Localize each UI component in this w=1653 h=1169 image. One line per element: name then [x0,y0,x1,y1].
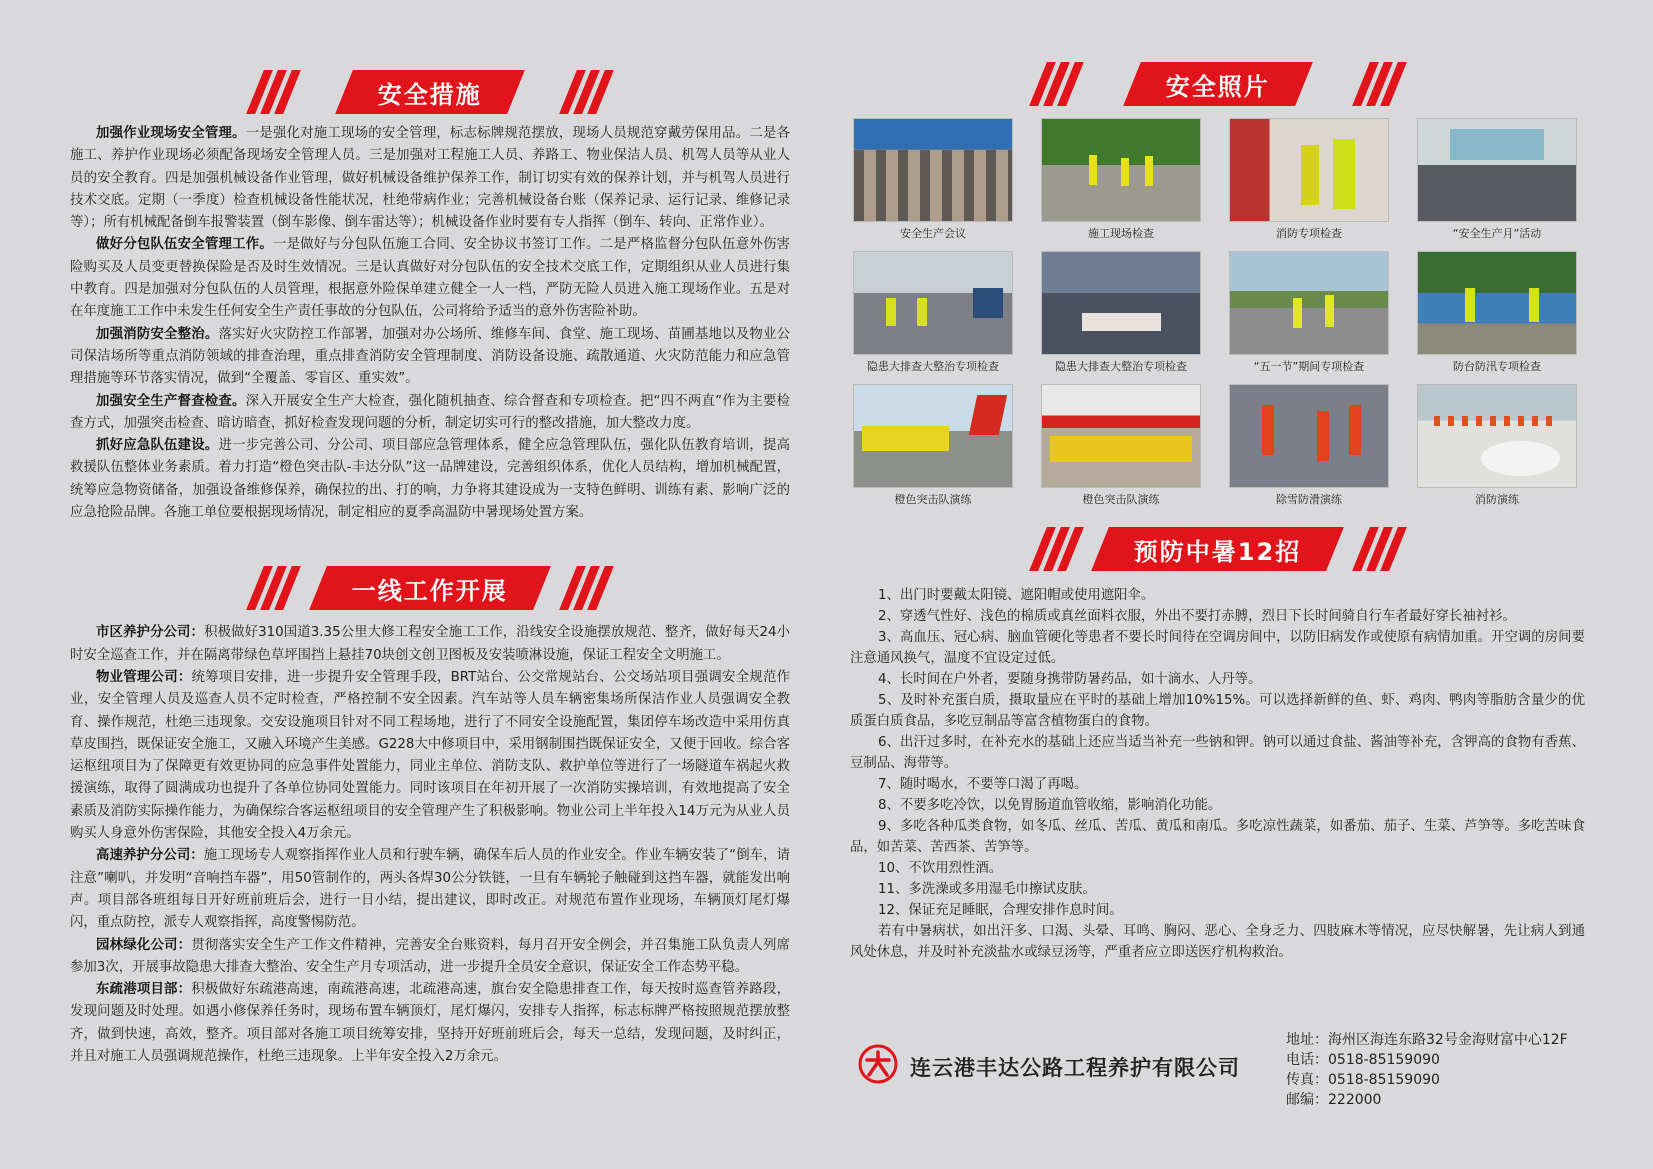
photo-item [1229,118,1389,241]
photo-caption: “安全生产月”活动 [1452,227,1542,240]
photo-caption: “五一节”期间专项检查 [1253,360,1365,373]
photo-meeting-room [1417,118,1577,222]
photo-meeting [853,118,1013,222]
tip-item: 9、多吃各种瓜类食物，如冬瓜、丝瓜、苦瓜、黄瓜和南瓜。多吃凉性蔬菜，如番茄、茄子、生菜、芦笋等。多吃苦味食品，如苦菜、苦西茶、苦笋等。 [850,819,1585,855]
tip-item: 4、长时间在户外者，要随身携带防暑药品，如十滴水、人丹等。 [878,672,1262,687]
photo-caption: 消防演练 [1475,493,1519,506]
tip-item: 5、及时补充蛋白质，摄取量应在平时的基础上增加10%15%。可以选择新鲜的鱼、虾、鸡肉、鸭肉等脂肪含量少的优质蛋白质食品，多吃豆制品等富含植物蛋白的食物。 [850,693,1585,729]
footer [858,1030,1588,1150]
photo-item [1417,251,1577,374]
tip-item: 8、不要多吃冷饮，以免胃肠道血管收缩，影响消化功能。 [878,798,1222,813]
paragraph: 抓好应急队伍建设。进一步完善公司、分公司、项目部应急管理体系，健全应急管理队伍，强化队伍教育培训，提高救援队伍整体业务素质。着力打造“橙色突击队-丰达分队”这一品牌建设，完善组织体系，优化人员结构，增加机械配置，统筹应急物资储备，加强设备维修保养，确保拉的出、打的响，力争将其建设成为一支特色鲜明、训练有素、影响广泛的应急抢险品牌。各施工单位要根据现场情况，制定相应的夏季高温防中暑现场处置方案。 [70,438,791,521]
section-banner-photos [1038,62,1398,106]
photo-caption: 防台防汛专项检查 [1453,360,1541,373]
heat-tips-list [850,585,1585,963]
photo-item [853,118,1013,241]
photo-orange-trucks [853,384,1013,488]
section-banner-frontline [255,566,605,610]
photo-caption: 消防专项检查 [1276,227,1342,240]
tip-item: 7、随时喝水，不要等口渴了再喝。 [878,777,1088,792]
section-banner-safety-measures [255,70,605,114]
left-column [70,70,790,1068]
photo-item [853,384,1013,507]
tip-item: 11、多洗澡或多用湿毛巾擦试皮肤。 [878,882,1096,897]
tip-item: 12、保证充足睡眠，合理安排作息时间。 [878,903,1123,918]
photo-caption: 橙色突击队演练 [1082,493,1160,506]
photo-item [1041,251,1201,374]
paragraph: 物业管理公司：统筹项目安排，进一步提升安全管理手段，BRT站台、公交常规站台、公交场站项目强调安全规范作业，安全管理人员及巡查人员不定时检查，严格控制不安全因素。汽车站等人员车辆密集场所保洁作业人员强调安全教育、操作规范，杜绝三违现象。交安设施项目针对不同工程场地，进行了不同安全设施配置，集团停车场改造中采用仿真草皮围挡，既保证安全施工，又融入环境产生美感。G228大中修项目中，采用钢制围挡既保证安全，又便于回收。综合客运枢纽项目为了保障更有效更协同的应急事件处置能力，同业主单位、消防支队、救护单位等进行了一场隧道车祸起火救援演练，取得了圆满成功也提升了各单位协同处置能力。同时该项目在年初开展了一次消防实操培训，有效地提高了安全素质及消防实际操作能力，为确保综合客运枢纽项目的安全管理产生了积极影响。物业公司上半年投入14万元为从业人员购买人身意外伤害保险，其他安全投入4万余元。 [70,669,791,842]
paragraph: 做好分包队伍安全管理工作。一是做好与分包队伍施工合同、安全协议书签订工作。二是严格监督分包队伍意外伤害险购买及人员变更替换保险是否及时生效情况。三是认真做好对分包队伍的安全技术交底工作，定期组织从业人员进行集中教育。四是加强对分包队伍的人员管理，根据意外险保单建立健全一人一档，严防无险人员进入施工现场作业。五是对在年度施工工作中未发生任何安全生产责任事故的分包队伍，公司将给予适当的意外伤害险补助。 [70,237,791,320]
section-title: 安全照片 [1165,72,1270,101]
photo-caption: 安全生产会议 [900,227,966,240]
photo-item [1229,384,1389,507]
section-title: 一线工作开展 [352,576,508,605]
photo-road-sweep [1229,384,1389,488]
photo-outdoor [1041,118,1201,222]
right-column [850,62,1585,963]
photo-fire-drill [1417,384,1577,488]
photo-item [1417,384,1577,507]
postcode: 邮编：222000 [1286,1092,1382,1108]
paragraph: 加强安全生产督查检查。深入开展安全生产大检查，强化随机抽查、综合督查和专项检查。把“四不两直”作为主要检查方式，加强突击检查、暗访暗查，抓好检查发现问题的分析，制定切实可行的整改措施，加大整改力度。 [70,393,791,431]
photo-item [1041,118,1201,241]
photo-caption: 除雪防滑演练 [1276,493,1342,506]
company-logo-icon [858,1044,898,1084]
photo-highway [1229,251,1389,355]
photo-road [853,251,1013,355]
tip-item: 若有中暑病状，如出汗多、口渴、头晕、耳鸣、胸闷、恶心、全身乏力、四肢麻木等情况，应尽快解暑，先让病人到通风处休息，并及时补充淡盐水或绿豆汤等，严重者应立即送医疗机构救治。 [850,924,1585,960]
contact-info [1286,1030,1568,1110]
photo-office [1041,251,1201,355]
phone: 电话：0518-85159090 [1286,1052,1440,1068]
photo-item [1041,384,1201,507]
photo-site [1417,251,1577,355]
fax: 传真：0518-85159090 [1286,1072,1440,1088]
section-title: 安全措施 [378,80,482,109]
photo-item [1229,251,1389,374]
section-banner-heat-tips [1038,527,1398,571]
photo-item [853,251,1013,374]
paragraph: 加强作业现场安全管理。一是强化对施工现场的安全管理，标志标牌规范摆放，现场人员规范穿戴劳保用品。二是各施工、养护作业现场必须配备现场安全管理人员。三是加强对工程施工人员、养路工、物业保洁人员、机驾人员等从业人员的安全教育。四是加强机械设备作业管理，做好机械设备维护保养工作，制订切实有效的保养计划，并与机驾人员进行技术交底。定期（一季度）检查机械设备性能状况，杜绝带病作业；完善机械设备台账（保养记录、运行记录、维修记录等）；所有机械配备倒车报警装置（倒车影像、倒车雷达等）；机械设备作业时要有专人指挥（倒车、转向、正常作业）。 [70,126,790,231]
safety-measures-body [70,123,790,524]
paragraph: 加强消防安全整治。落实好火灾防控工作部署，加强对办公场所、维修车间、食堂、施工现场、苗圃基地以及物业公司保洁场所等重点消防领域的排查治理，重点排查消防安全管理制度、消防设备设施、疏散通道、火灾防范能力和应急管理措施等环节落实情况，做到“全覆盖、零盲区、重实效”。 [70,326,791,387]
tip-item: 3、高血压、冠心病、脑血管硬化等患者不要长时间待在空调房间中，以防旧病发作或使原有病情加重。开空调的房间要注意通风换气，温度不宜设定过低。 [850,630,1585,666]
tip-item: 10、不饮用烈性酒。 [878,861,1003,876]
photo-caption: 隐患大排查大整治专项检查 [867,360,999,373]
frontline-body [70,622,790,1068]
paragraph: 高速养护分公司：施工现场专人观察指挥作业人员和行驶车辆，确保车后人员的作业安全。作业车辆安装了“倒车，请注意”喇叭，并发明“音响挡车器”，用50管制作的，两头各焊30公分铁链，一旦有车辆轮子触碰到这挡车器，就能发出响声。项目部各班组每日开好班前班后会，进行一日小结，提出建议，即时改正。对规范布置作业现场，车辆顶灯尾灯爆闪，重点防控，派专人观察指挥，高度警惕防范。 [70,848,791,931]
photo-caption: 施工现场检查 [1088,227,1154,240]
photo-grid [853,118,1585,507]
section-title: 预防中暑12招 [1133,537,1302,566]
tip-item: 6、出汗过多时，在补充水的基础上还应当适当补充一些钠和钾。钠可以通过食盐、酱油等补充，含钾高的食物有香蕉、豆制品、海带等。 [850,735,1585,771]
photo-item [1417,118,1577,241]
photo-corridor [1229,118,1389,222]
paragraph: 东疏港项目部：积极做好东疏港高速，南疏港高速，北疏港高速，旗台安全隐患排查工作，每天按时巡查管养路段，发现问题及时处理。如遇小修保养任务时，现场布置车辆顶灯，尾灯爆闪，安排专人指挥，标志标牌严格按照规范摆放整齐，做到快速，高效，整齐。项目部对各施工项目统筹安排，坚持开好班前班后会，每天一总结，发现问题，及时纠正，并且对施工人员强调规范操作，杜绝三违现象。上半年安全投入2万余元。 [70,982,791,1064]
tip-item: 2、穿透气性好、浅色的棉质或真丝面料衣服，外出不要打赤膊，烈日下长时间骑自行车者最好穿长袖衬衫。 [878,609,1516,624]
photo-banner-vehicles [1041,384,1201,488]
photo-caption: 隐患大排查大整治专项检查 [1055,360,1187,373]
address: 地址：海州区海连东路32号金海财富中心12F [1286,1032,1568,1048]
paragraph: 市区养护分公司：积极做好310国道3.35公里大修工程安全施工工作，沿线安全设施摆放规范、整齐，做好每天24小时安全巡查工作，并在隔离带绿色草坪围挡上悬挂70块创文创卫图板及安装喷淋设施，保证工程安全文明施工。 [70,625,790,663]
photo-caption: 橙色突击队演练 [894,493,972,506]
tip-item: 1、出门时要戴太阳镜、遮阳帽或使用遮阳伞。 [878,588,1155,603]
company-name: 连云港丰达公路工程养护有限公司 [910,1056,1240,1080]
paragraph: 园林绿化公司：贯彻落实安全生产工作文件精神，完善安全台账资料，每月召开安全例会，并召集施工队负责人列席参加3次，开展事故隐患大排查大整治、安全生产月专项活动，进一步提升全员安全意识，保证安全工作态势平稳。 [70,937,791,975]
